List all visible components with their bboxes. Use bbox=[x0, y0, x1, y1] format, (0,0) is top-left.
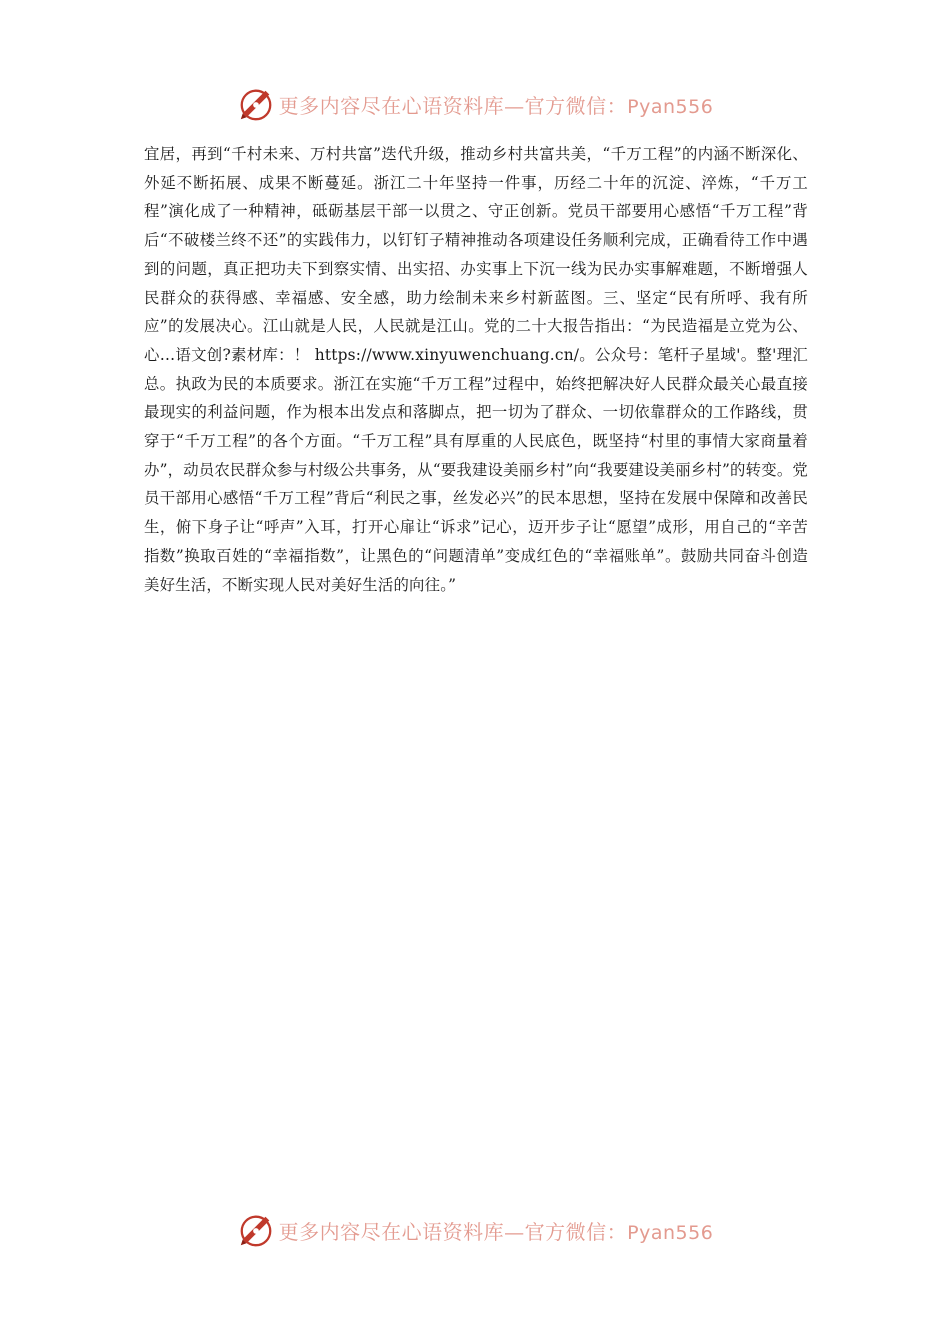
header-banner-text bbox=[279, 90, 714, 119]
footer-banner-main: 更多内容尽在心语资料库—官方微信： bbox=[278, 1219, 628, 1244]
footer-banner bbox=[0, 1208, 950, 1252]
body-paragraph: 宜居，再到“千村未来、万村共富”迭代升级，推动乡村共富共美，“千万工程”的内涵不断深化、外延不断拓展、成果不断蔓延。浙江二十年坚持一件事，历经二十年的沉淀、淬炼，“千万工程”演化成了一种精神，砥砺基层干部一以贯之、守正创新。党员干部要用心感悟“千万工程”背后“不破楼兰终不还”的实践伟力，以钉钉子精神推动各项建设任务顺利完成，正确看待工作中遇到的问题，真正把功夫下到察实情、出实招、办实事上下沉一线为民办实事解难题，不断增强人民群众的获得感、幸福感、安全感，助力绘制未来乡村新蓝图。三、坚定“民有所呼、我有所应”的发展决心。江山就是人民，人民就是江山。党的二十大报告指出：“为民造福是立党为公、心…语文创?素材库：！ https://www.xinyuwenchuang.cn/。公众号：笔杆子星域'。整'理汇总。执政为民的本质要求。浙江在实施“千万工程”过程中，始终把解决好人民群众最关心最直接最现实的利益问题，作为根本出发点和落脚点，把一切为了群众、一切依靠群众的工作路线，贯穿于“千万工程”的各个方面。“千万工程”具有厚重的人民底色，既坚持“村里的事情大家商量着办”，动员农民群众参与村级公共事务，从“要我建设美丽乡村”向“我要建设美丽乡村”的转变。党员干部用心感悟“千万工程”背后“利民之事，丝发必兴”的民本思想，坚持在发展中保障和改善民生，俯下身子让“呼声”入耳，打开心扉让“诉求”记心，迈开步子让“愿望”成形，用自己的“辛苦指数”换取百姓的“幸福指数”，让黑色的“问题清单”变成红色的“幸福账单”。鼓励共同奋斗创造美好生活，不断实现人民对美好生活的向往。” bbox=[144, 145, 808, 594]
header-banner bbox=[0, 82, 950, 126]
pen-nib-circle-icon bbox=[237, 85, 275, 123]
footer-banner-text bbox=[279, 1216, 714, 1245]
header-banner-main: 更多内容尽在心语资料库—官方微信： bbox=[278, 93, 628, 118]
footer-banner-id: Pyan556 bbox=[627, 1221, 714, 1244]
pen-nib-circle-icon bbox=[237, 1211, 275, 1249]
header-banner-id: Pyan556 bbox=[627, 95, 714, 118]
